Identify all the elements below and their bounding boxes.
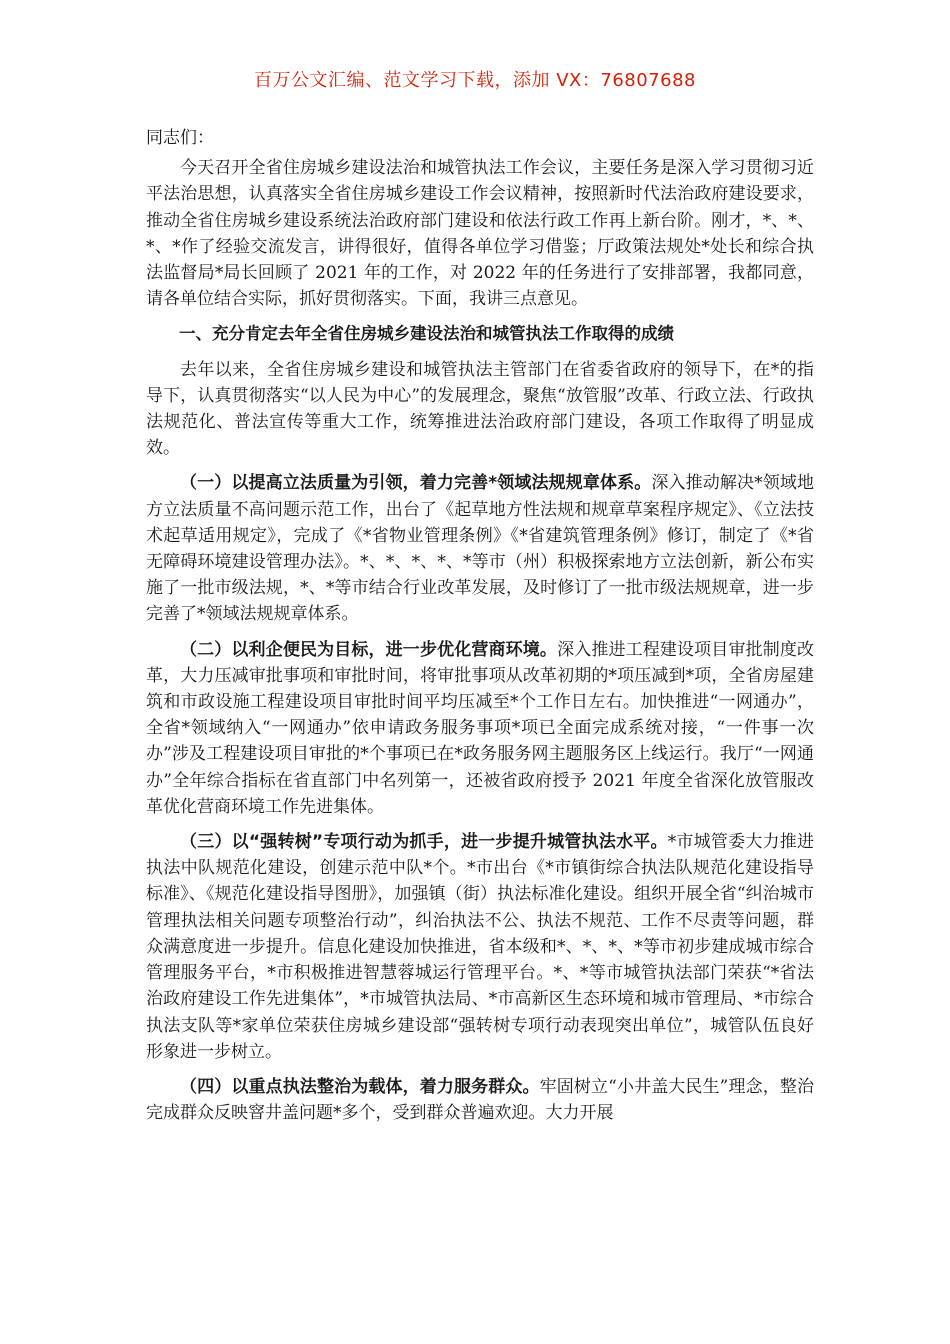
subsection-1-title: （一）以提高立法质量为引领，着力完善*领域法规规章体系。 [180,473,652,494]
subsection-1-paragraph [146,470,814,627]
subsection-3-paragraph [146,829,814,1065]
intro-paragraph: 今天召开全省住房城乡建设法治和城管执法工作会议，主要任务是深入学习贯彻习近平法治思想，认真落实全省住房城乡建设工作会议精神，按照新时代法治政府建设要求，推动全省住房城乡建设系统法治政府部门建设和依法行政工作再上新台阶。刚才，*、*、*、*作了经验交流发言，讲得很好，值得各单位学习借鉴；厅政策法规处*处长和综合执法监督局*局长回顾了 2021 年的工作，对 2022 年的任务进行了安排部署，我都同意，请各单位结合实际，抓好贯彻落实。下面，我讲三点意见。 [146,158,814,310]
section-1-lead: 去年以来，全省住房城乡建设和城管执法主管部门在省委省政府的领导下，在*的指导下，认真贯彻落实“以人民为中心”的发展理念，聚焦“放管服”改革、行政立法、行政执法规范化、普法宣传等重大工作，统筹推进法治政府部门建设，各项工作取得了明显成效。 [146,359,814,459]
subsection-1-body: 深入推动解决*领域地方立法质量不高问题示范工作，出台了《起草地方性法规和规章草案程序规定》、《立法技术起草适用规定》，完成了《*省物业管理条例》《*省建筑管理条例》修订，制定了《*省无障碍环境建设管理办法》。*、*、*、*、*等市（州）积极探索地方立法创新，新公布实施了一批市级法规，*、*等市结合行业改革发展，及时修订了一批市级法规规章，进一步完善了*领域法规规章体系。 [146,473,815,625]
subsection-4-paragraph [146,1074,814,1126]
subsection-3-title: （三）以“强转树”专项行动为抓手，进一步提升城管执法水平。 [180,832,668,853]
subsection-2-body: 深入推进工程建设项目审批制度改革，大力压减审批事项和审批时间，将审批事项从改革初期的*项压减到*项，全省房屋建筑和市政设施工程建设项目审批时间平均压减至*个工作日左右。加快推进“一网通办”，全省*领域纳入“一网通办”依申请政务服务事项*项已全面完成系统对接，“一件事一次办”涉及工程建设项目审批的*个事项已在*政务服务网主题服务区上线运行。我厅“一网通办”全年综合指标在省直部门中名列第一，还被省政府授予 2021 年度全省深化放管服改革优化营商环境工作先进集体。 [146,639,815,817]
subsection-2-paragraph [146,637,814,820]
subsection-4-title: （四）以重点执法整治为载体，着力服务群众。 [180,1076,540,1097]
document-body [146,125,814,1135]
subsection-3-body: *市城管委大力推进执法中队规范化建设，创建示范中队*个。*市出台《*市镇街综合执法队规范化建设指导标准》、《规范化建设指导图册》，加强镇（街）执法标准化建设。组织开展全省“纠治城市管理执法相关问题专项整治行动”，纠治执法不公、执法不规范、工作不尽责等问题，群众满意度进一步提升。信息化建设加快推进，省本级和*、*、*、*等市初步建成城市综合管理服务平台，*市积极推进智慧蓉城运行管理平台。*、*等市城管执法部门荣获“*省法治政府建设工作先进集体”，*市城管执法局、*市高新区生态环境和城市管理局、*市综合执法支队等*家单位荣获住房城乡建设部“强转树专项行动表现突出单位”，城管队伍良好形象进一步树立。 [146,832,814,1062]
subsection-2-title: （二）以利企便民为目标，进一步优化营商环境。 [180,639,558,660]
section-1-heading: 一、充分肯定去年全省住房城乡建设法治和城管执法工作取得的成绩 [179,324,674,344]
watermark-banner: 百万公文汇编、范文学习下载，添加 VX：76807688 [254,70,696,91]
salutation: 同志们： [146,128,214,148]
subsection-4-body: 牢固树立“小井盖大民生”理念，整治完成群众反映窨井盖问题*多个，受到群众普遍欢迎。大力开展 [146,1076,814,1124]
